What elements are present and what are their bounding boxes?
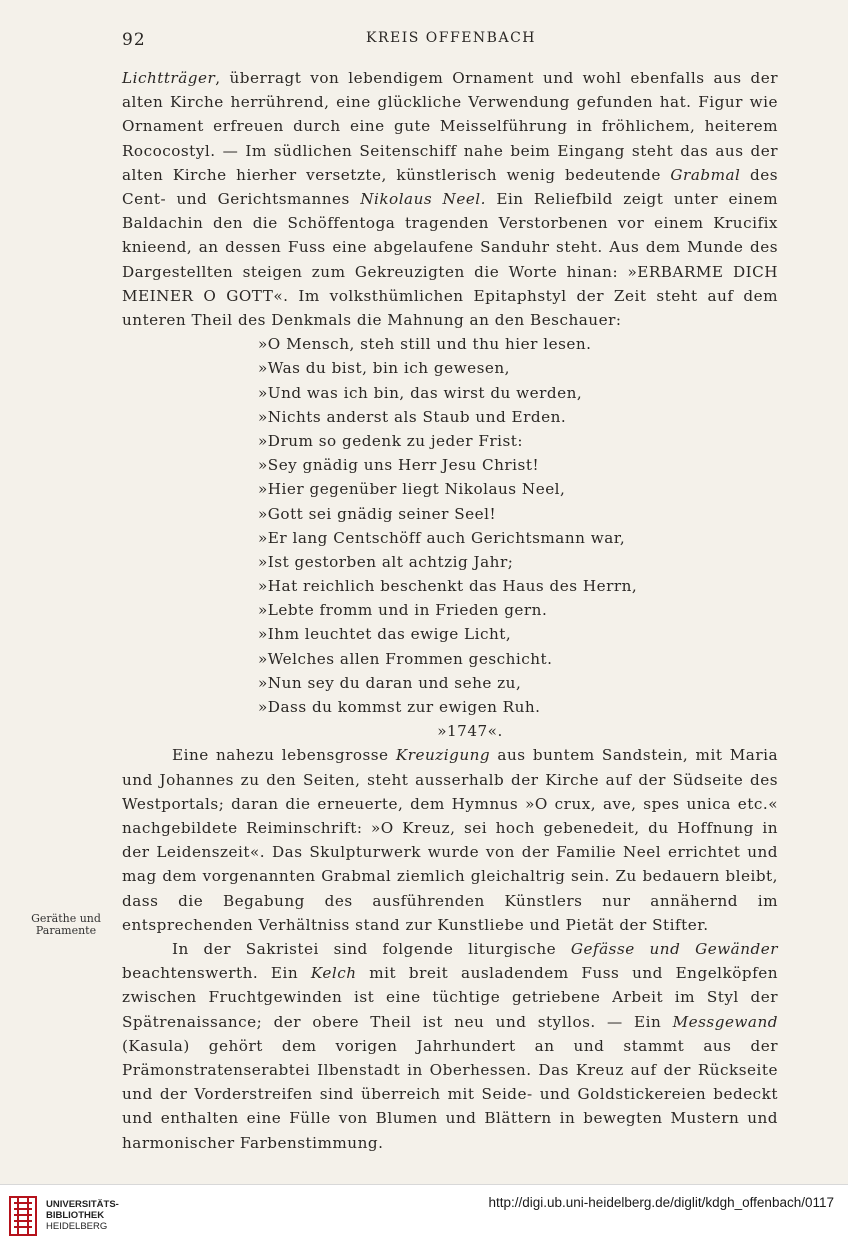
verse-line: »Hier gegenüber liegt Nikolaus Neel, xyxy=(258,480,566,499)
italic-term: Lichtträger xyxy=(122,69,216,87)
italic-term: Kreuzigung xyxy=(395,746,491,765)
verse-line: »Und was ich bin, das wirst du werden, xyxy=(258,383,583,402)
verse-line: »Was du bist, bin ich gewesen, xyxy=(258,359,510,378)
margin-note: Geräthe und Paramente xyxy=(31,912,101,937)
body-text xyxy=(122,66,778,1155)
verse-line: »Nichts anderst als Staub und Erden. xyxy=(258,407,567,426)
verse-line: »Ihm leuchtet das ewige Licht, xyxy=(258,625,512,644)
verse-line: »Nun sey du daran und sehe zu, xyxy=(258,673,522,692)
verse-year: »1747«. xyxy=(437,722,503,741)
verse-line: »Gott sei gnädig seiner Seel! xyxy=(258,504,497,523)
verse-line: »Lebte fromm und in Frieden gern. xyxy=(258,601,548,620)
library-footer xyxy=(0,1184,848,1247)
paragraph-2: Eine nahezu lebensgrosse Kreuzigung aus buntem Sandstein, mit Maria und Johannes zu den Seiten, steht ausserhalb der Kirche auf der Südseite des Westportals; daran die erneuerte, dem Hymnus »O crux, ave, spes unica etc.« nachgebildete Reiminschrift: »O Kreuz, sei hoch gebenedeit, du Hoffnung in der Leidenszeit«. Das Skulpturwerk wurde von der Familie Neel errichtet und mag dem vorgenannten Grabmal ziemlich gleichaltrig sein. Zu bedauern bleibt, dass die Begabung des ausführenden Künstlers nur annähernd im entsprechenden Verhältniss stand zur Kunstliebe und Pietät der Stifter. xyxy=(122,746,779,934)
verse-line: »Welches allen Frommen geschicht. xyxy=(258,649,553,668)
italic-term: Nikolaus Neel. xyxy=(360,190,486,209)
verse-line: »Ist gestorben alt achtzig Jahr; xyxy=(258,552,514,571)
paragraph-3: In der Sakristei sind folgende liturgische Gefässe und Gewänder beachtenswerth. Ein Kelch mit breit ausladendem Fuss und Engelköpfen zwischen Fruchtgewinden ist eine tüchtige getriebene Arbeit im Styl der Spätrenaissance; der obere Theil ist neu und styllos. — Ein Messgewand (Kasula) gehört dem vorigen Jahrhundert an und stammt aus der Prämonstratenserabtei Ilbenstadt in Oberhessen. Das Kreuz auf der Rückseite und der Vorderstreifen sind überreich mit Seide- und Goldstickereien bedeckt und enthalten eine Fülle von Blumen und Blättern in bewegten Mustern und harmonischer Farbenstimmung. xyxy=(122,940,778,1152)
epitaph-verse xyxy=(122,332,778,719)
verse-line: »Drum so gedenk zu jeder Frist: xyxy=(258,431,524,450)
library-logo-icon xyxy=(8,1193,38,1239)
library-name: UNIVERSITÄTS- BIBLIOTHEK HEIDELBERG xyxy=(46,1199,119,1232)
italic-term: Gefässe und Gewänder xyxy=(570,940,778,959)
verse-line: »Dass du kommst zur ewigen Ruh. xyxy=(258,698,541,717)
source-url-link[interactable]: http://digi.ub.uni-heidelberg.de/diglit/kdgh_offenbach/0117 xyxy=(488,1195,834,1210)
verse-line: »Hat reichlich beschenkt das Haus des Herrn, xyxy=(258,577,638,596)
italic-term: Grabmal xyxy=(670,165,741,184)
italic-term: Messgewand xyxy=(672,1012,778,1031)
page-number: 92 xyxy=(122,30,146,50)
page-header xyxy=(122,30,780,54)
verse-line: »O Mensch, steh still und thu hier lesen. xyxy=(258,335,592,354)
verse-line: »Sey gnädig uns Herr Jesu Christ! xyxy=(258,456,540,475)
italic-term: Kelch xyxy=(310,964,357,983)
paragraph-1: Lichtträger, überragt von lebendigem Ornament und wohl ebenfalls aus der alten Kirche herrührend, eine glückliche Verwendung gefunden hat. Figur wie Ornament erfreuen durch eine gute Meisselführung in fröhlichem, heiterem Rococostyl. — Im südlichen Seitenschiff nahe beim Eingang steht das aus der alten Kirche hierher versetzte, künstlerisch wenig bedeutende Grabmal des Cent- und Gerichtsmannes Nikolaus Neel. Ein Reliefbild zeigt unter einem Baldachin den die Schöffentoga tragenden Verstorbenen vor einem Krucifix knieend, an dessen Fuss eine abgelaufene Sanduhr steht. Aus dem Munde des Dargestellten steigen zum Gekreuzigten die Worte hinan: »ERBARME DICH MEINER O GOTT«. Im volksthümlichen Epitaphstyl der Zeit steht auf dem unteren Theil des Denkmals die Mahnung an den Beschauer: xyxy=(122,69,779,330)
running-head: KREIS OFFENBACH xyxy=(366,30,536,46)
verse-line: »Er lang Centschöff auch Gerichtsmann war, xyxy=(258,528,626,547)
